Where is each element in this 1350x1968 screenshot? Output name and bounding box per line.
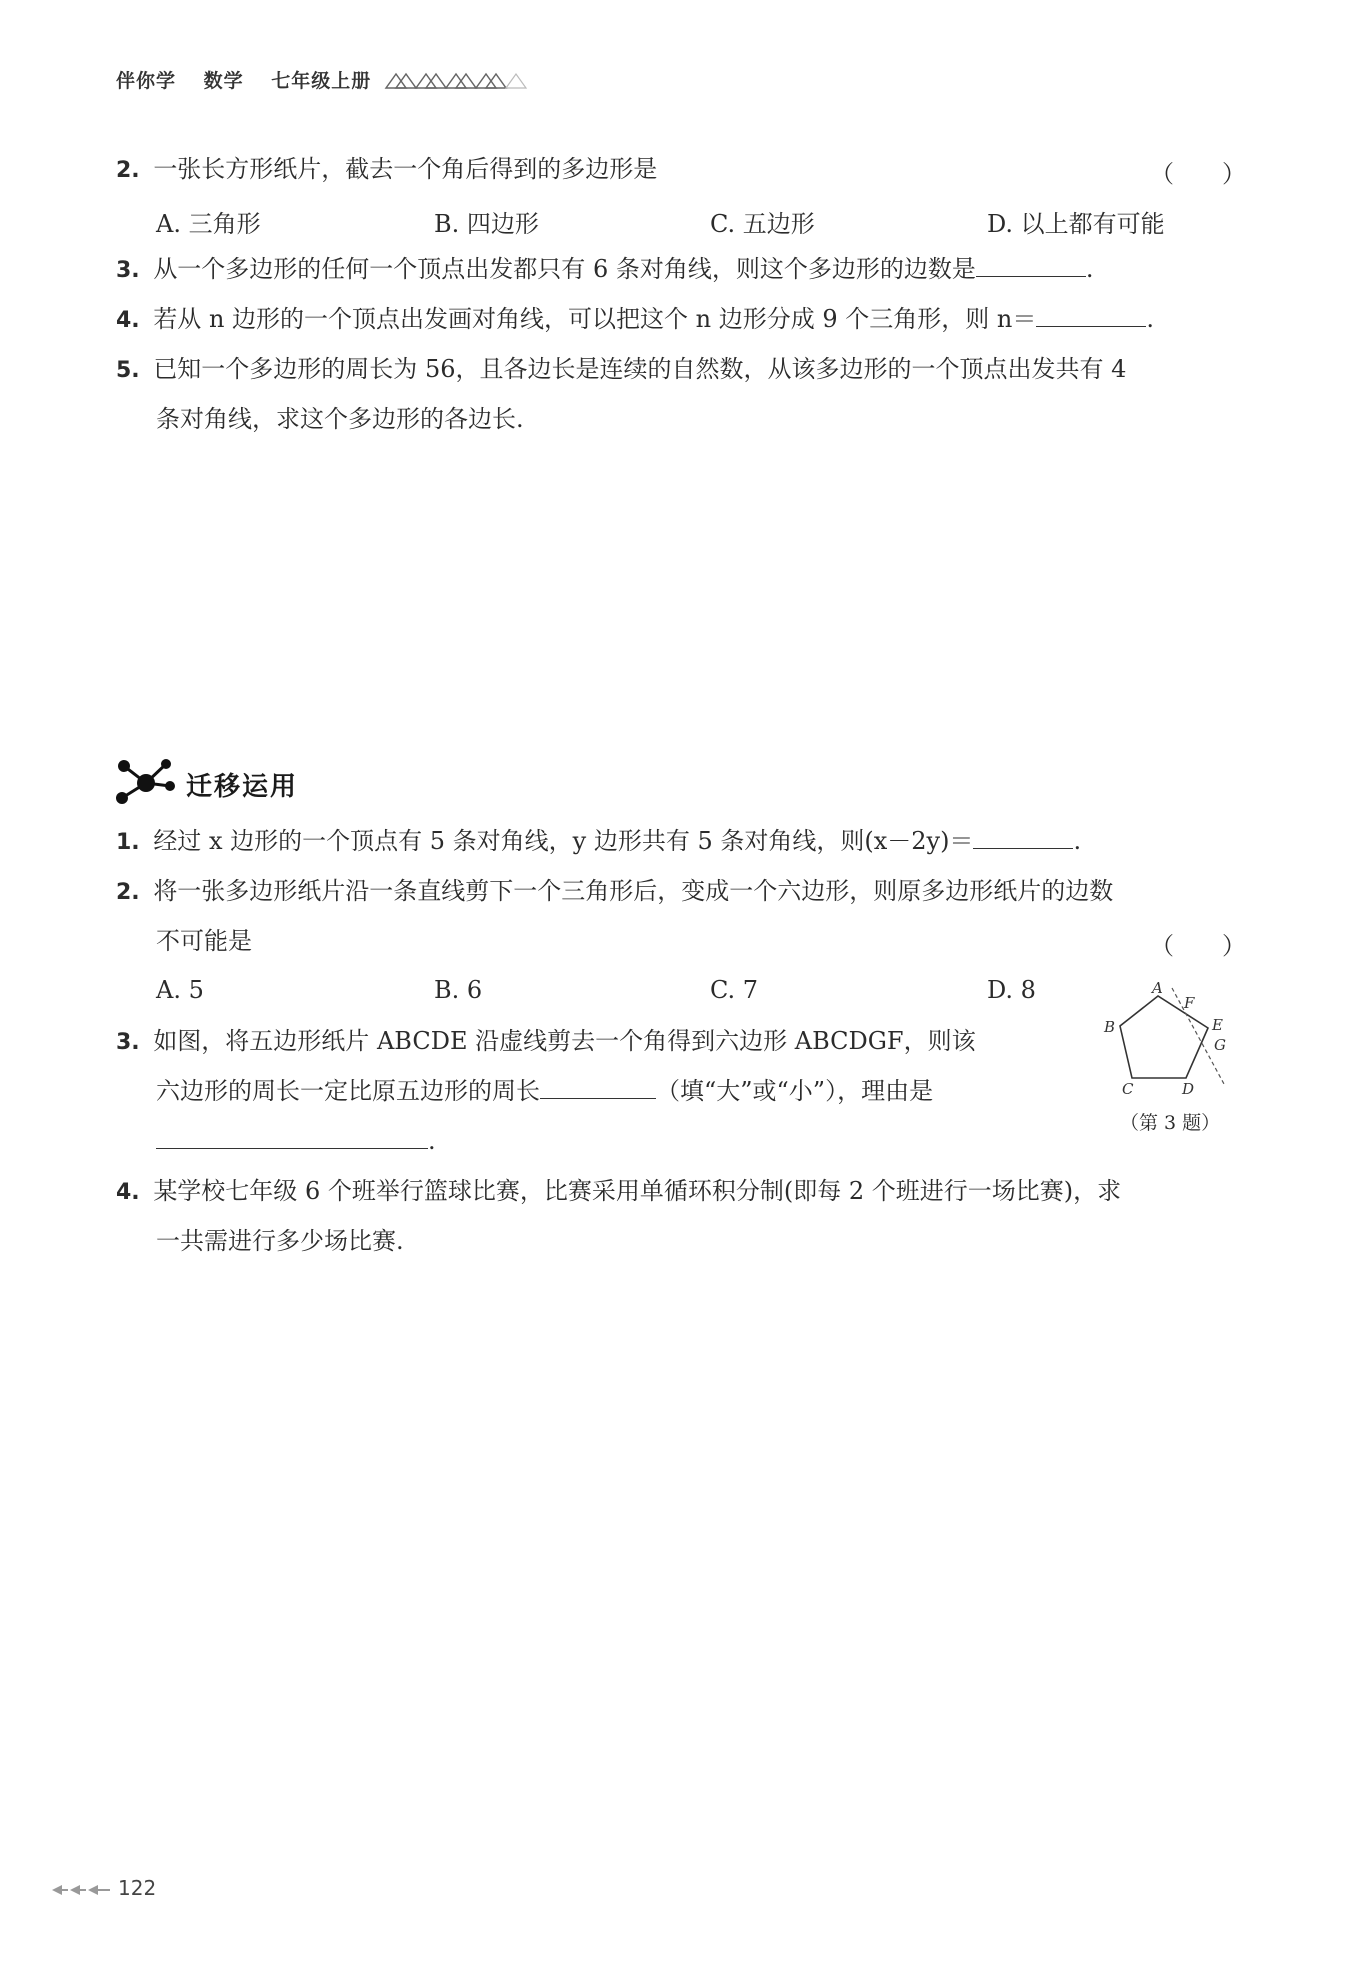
question-4: 4. 若从 n 边形的一个顶点出发画对角线，可以把这个 n 边形分成 9 个三角形，则 n＝ . xyxy=(116,305,1154,333)
label-b: B xyxy=(1104,1018,1116,1036)
answer-blank[interactable] xyxy=(976,254,1086,277)
transfer-question-3: 3. 如图，将五边形纸片 ABCDE 沿虚线剪去一个角得到六边形 ABCDGF，则该 xyxy=(116,1027,976,1055)
figure-caption: （第 3 题） xyxy=(1120,1112,1221,1134)
transfer-question-4-line2: 一共需进行多少场比赛. xyxy=(156,1227,404,1255)
book-title: 伴你学 xyxy=(116,70,177,92)
label-c: C xyxy=(1122,1080,1134,1098)
answer-paren: （ ） xyxy=(1150,932,1246,960)
option-d: D. 8 xyxy=(987,976,1036,1004)
arrow-icon xyxy=(48,1880,114,1900)
question-3: 3. 从一个多边形的任何一个顶点出发都只有 6 条对角线，则这个多边形的边数是 . xyxy=(116,255,1094,283)
label-g: G xyxy=(1214,1036,1226,1054)
label-f: F xyxy=(1184,994,1195,1012)
transfer-question-2: 2. 将一张多边形纸片沿一条直线剪下一个三角形后，变成一个六边形，则原多边形纸片的边数 xyxy=(116,877,1114,905)
transfer-question-3-line2: 六边形的周长一定比原五边形的周长 （填“大”或“小”），理由是 xyxy=(156,1077,934,1105)
answer-paren: （ ） xyxy=(1150,160,1246,188)
label-a: A xyxy=(1152,980,1163,997)
subject-label: 数学 xyxy=(203,70,244,92)
transfer-question-3-line3: . xyxy=(156,1126,436,1156)
option-d: D. 以上都有可能 xyxy=(987,210,1165,238)
answer-blank[interactable] xyxy=(973,826,1073,849)
transfer-question-2-line2: 不可能是 xyxy=(156,927,252,955)
option-c: C. 五边形 xyxy=(710,210,815,238)
pentagon-figure xyxy=(1098,980,1248,1104)
option-b: B. 6 xyxy=(434,976,483,1004)
option-a: A. 三角形 xyxy=(156,210,261,238)
question-5-line2: 条对角线，求这个多边形的各边长. xyxy=(156,405,524,433)
transfer-question-4: 4. 某学校七年级 6 个班举行篮球比赛，比赛采用单循环积分制(即每 2 个班进行一场比赛)，求 xyxy=(116,1177,1122,1205)
molecule-icon xyxy=(112,756,178,806)
question-text: 一张长方形纸片，截去一个角后得到的多边形是 xyxy=(153,155,658,183)
answer-blank[interactable] xyxy=(156,1126,428,1149)
answer-blank[interactable] xyxy=(540,1076,656,1099)
page-number: 122 xyxy=(118,1876,157,1900)
section-title: 迁移运用 xyxy=(186,772,299,802)
option-a: A. 5 xyxy=(156,976,204,1004)
transfer-question-1: 1. 经过 x 边形的一个顶点有 5 条对角线，y 边形共有 5 条对角线，则(x－2y)＝ . xyxy=(116,827,1082,855)
grade-label: 七年级上册 xyxy=(271,70,372,92)
header-triangles-decoration xyxy=(384,70,534,92)
answer-blank[interactable] xyxy=(1036,304,1146,327)
question-2: 2. 一张长方形纸片，截去一个角后得到的多边形是 xyxy=(116,155,658,183)
label-d: D xyxy=(1182,1080,1195,1098)
label-e: E xyxy=(1212,1016,1223,1034)
running-header xyxy=(116,66,391,93)
option-c: C. 7 xyxy=(710,976,759,1004)
pentagon-outline xyxy=(1120,996,1208,1078)
question-5: 5. 已知一个多边形的周长为 56，且各边长是连续的自然数，从该多边形的一个顶点出发共有 4 xyxy=(116,355,1127,383)
option-b: B. 四边形 xyxy=(434,210,539,238)
